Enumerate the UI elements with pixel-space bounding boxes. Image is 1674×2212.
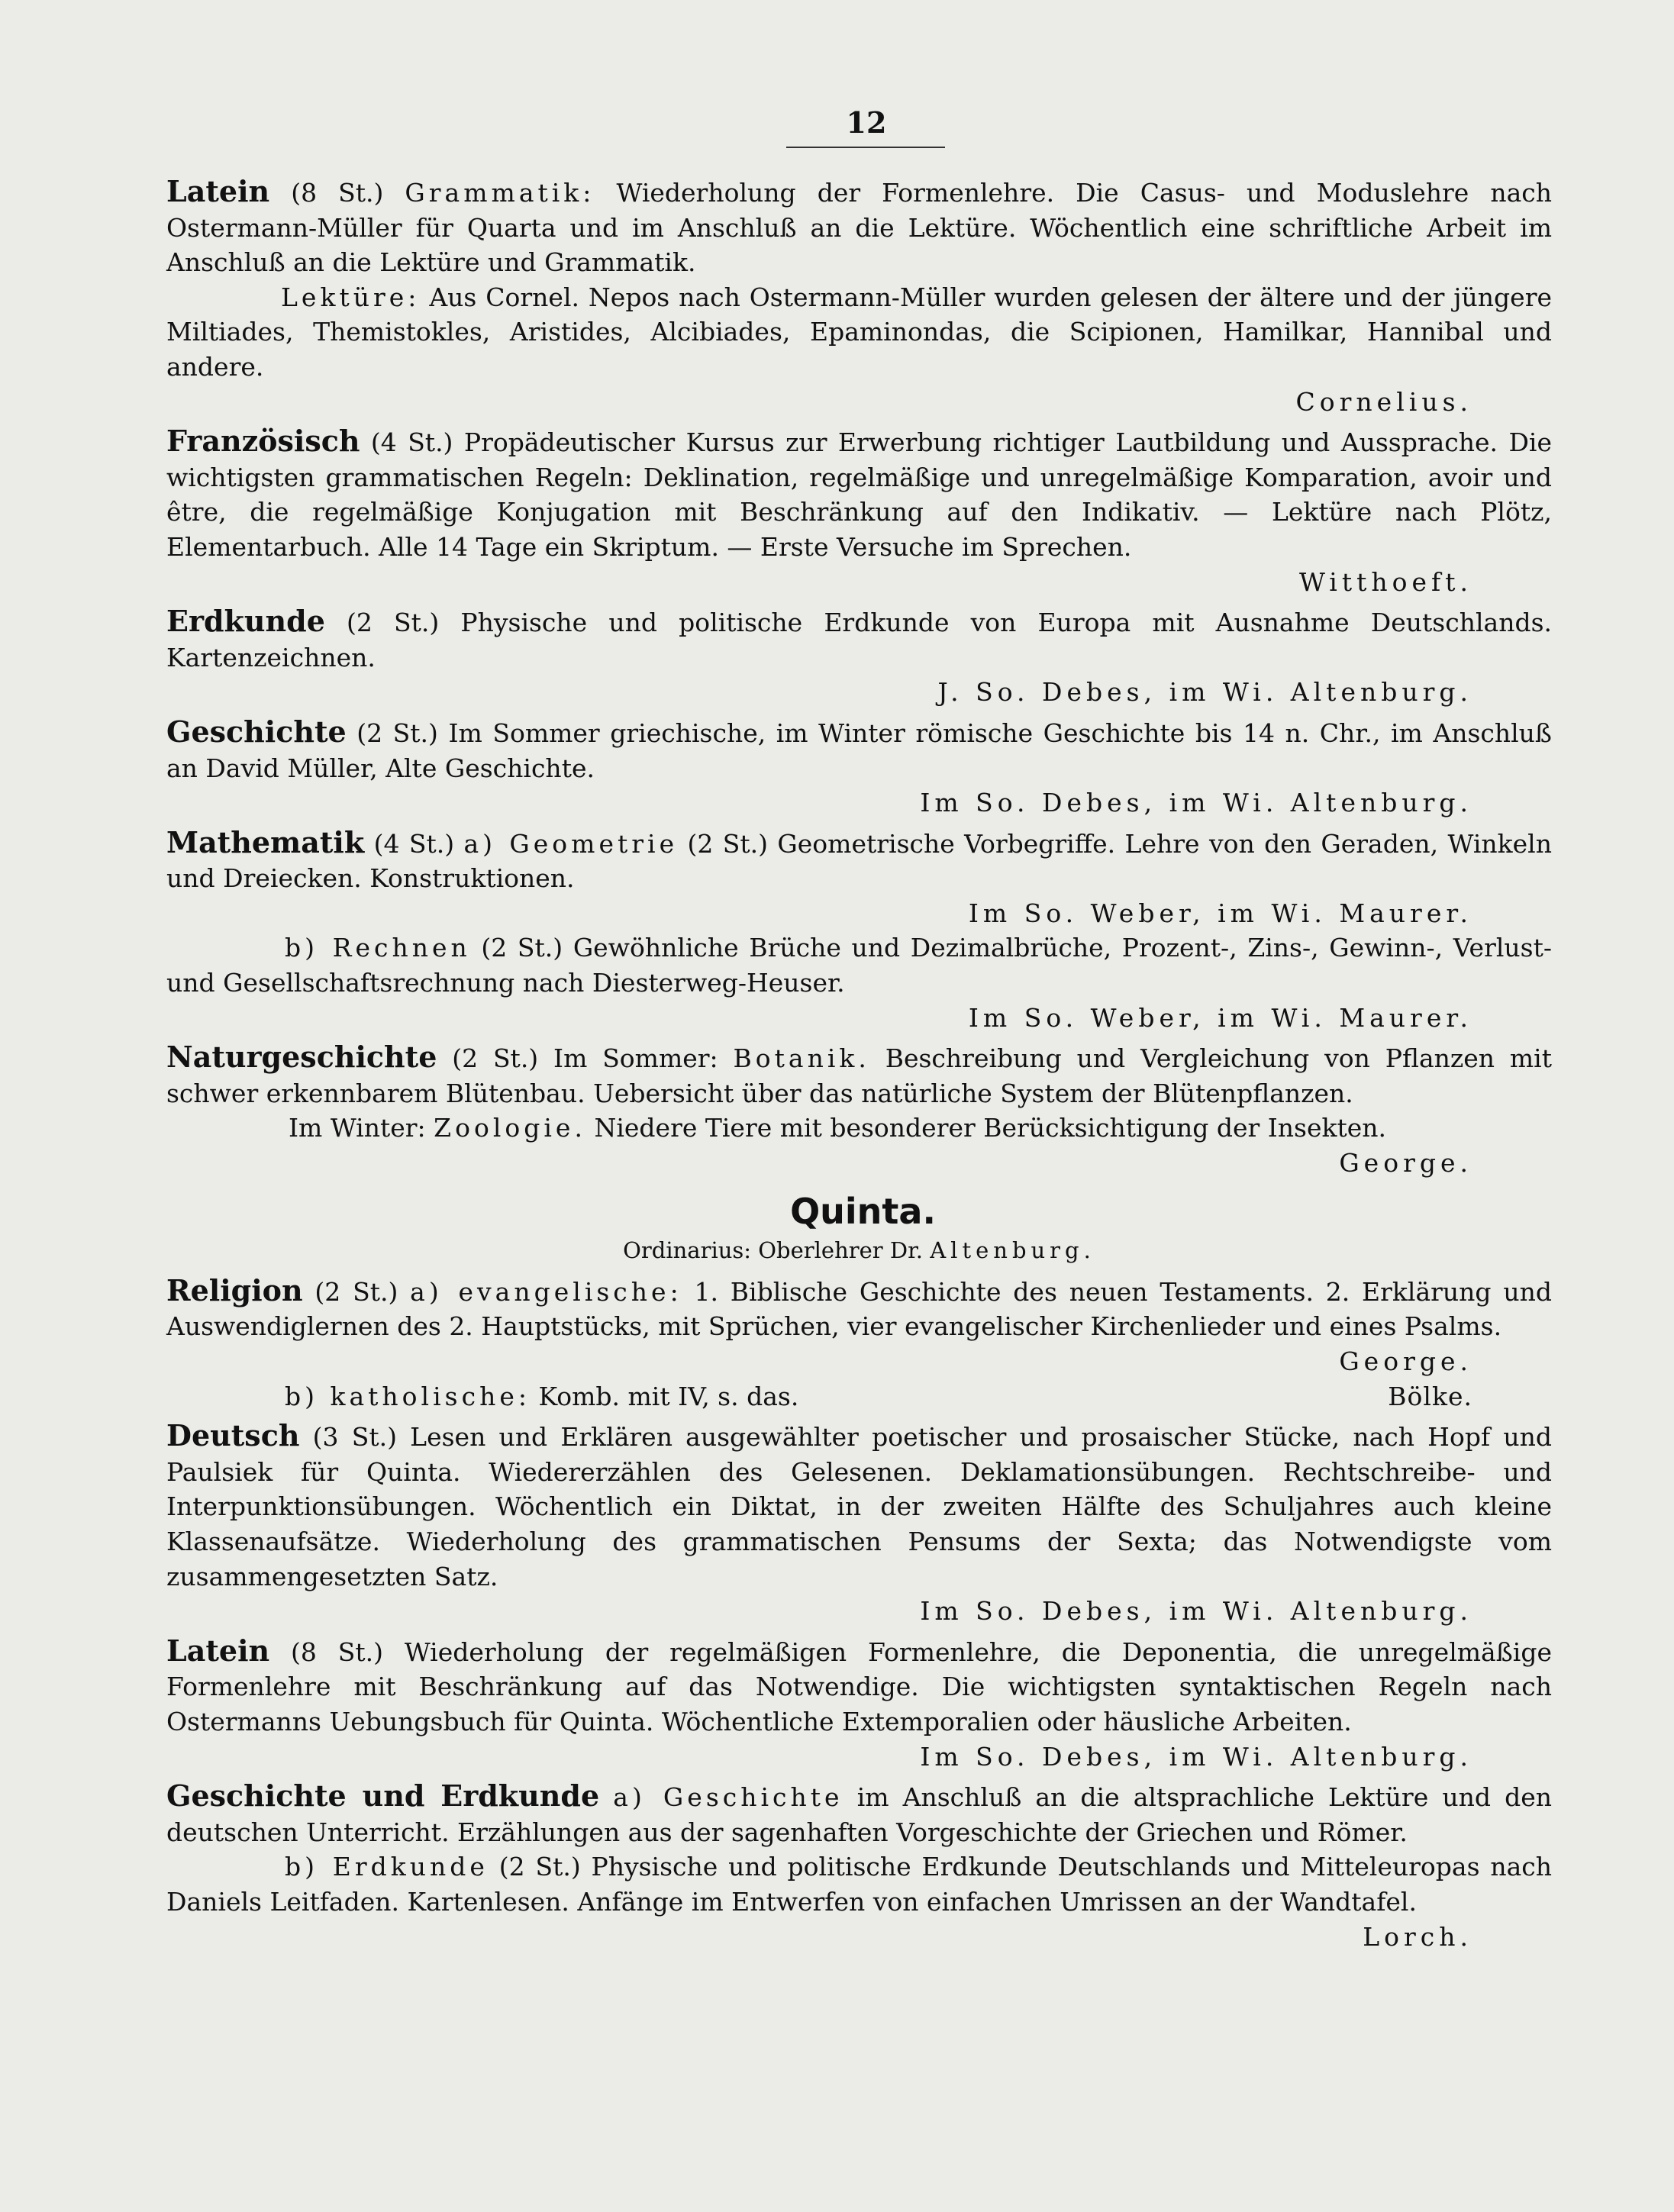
page-number-rule xyxy=(786,147,945,148)
subject-heading: Naturgeschichte xyxy=(166,1040,437,1075)
teacher-name: Im So. Debes, im Wi. Altenburg. xyxy=(920,1596,1472,1627)
document-body xyxy=(166,174,1552,1959)
subject-heading: Latein xyxy=(166,174,270,208)
teacher-name: George. xyxy=(1339,1148,1472,1179)
ordinarius-name: Altenburg. xyxy=(930,1237,1095,1264)
subject-heading: Mathematik xyxy=(166,824,365,859)
subject-heading: Religion xyxy=(166,1272,303,1308)
topic-hours: (2 St.) xyxy=(481,933,563,963)
subject-hours: (2 St.) xyxy=(314,1276,398,1307)
entry-text: Wiederholung der regelmäßigen Formenlehre, die Deponentia, die unregelmäßige Formenlehre mit Beschränkung auf das Notwendige. Die wichtigsten syntaktischen Regeln nach Ostermanns Uebungsbuch für Quinta. Wöchentliche Extemporalien oder häusliche Arbeiten. xyxy=(166,1636,1552,1736)
entry-mathematik xyxy=(166,825,1552,1036)
entry-text: Aus Cornel. Nepos nach Ostermann-Müller wurden gelesen der ältere und der jüngere Miltiades, Themistokles, Aristides, Alcibiades, Epaminondas, die Scipionen, Hamilkar, Hannibal und andere. xyxy=(166,282,1552,382)
entry-deutsch xyxy=(166,1418,1552,1629)
subject-hours: (2 St.) xyxy=(452,1043,539,1074)
topic-label: a) Geometrie xyxy=(463,828,679,859)
subject-hours: (4 St.) xyxy=(373,828,455,859)
ordinarius-value: Oberlehrer Dr. xyxy=(758,1237,924,1264)
topic-label: Lektüre: xyxy=(281,282,421,312)
teacher-name: Witthoeft. xyxy=(1298,566,1472,597)
subject-heading: Deutsch xyxy=(166,1418,300,1453)
entry-text: Niedere Tiere mit besonderer Berücksichtigung der Insekten. xyxy=(594,1113,1387,1143)
entry-text: Lesen und Erklären ausgewählter poetischer und prosaischer Stücke, nach Hopf und Paulsiek für Quinta. Wiedererzählen des Gelesenen. Deklamationsübungen. Rechtschreibe- und Interpunktionsübungen. Wöchentlich ein Diktat, in der zweiten Hälfte des Schuljahres auch kleine Klassenaufsätze. Wiederholung des grammatischen Pensums der Sexta; das Notwendigste vom zusammengesetzten Satz. xyxy=(166,1422,1552,1591)
subject-heading: Latein xyxy=(166,1633,270,1668)
entry-naturgeschichte xyxy=(166,1040,1552,1180)
subject-hours: (4 St.) xyxy=(370,427,453,458)
topic-label: Im Sommer: xyxy=(553,1043,718,1074)
entry-text: Propädeutischer Kursus zur Erwerbung richtiger Lautbildung und Aussprache. Die wichtigsten grammatischen Regeln: Deklination, regelmäßige und unregelmäßige Komparation, avoir und être, die regelmäßige Konjugation mit Beschränkung auf den Indikativ. — Lektüre nach Plötz, Elementarbuch. Alle 14 Tage ein Skriptum. — Erste Versuche im Sprechen. xyxy=(166,427,1552,562)
entry-text: Komb. mit IV, s. das. xyxy=(538,1381,799,1411)
teacher-name: Bölke. xyxy=(1388,1381,1472,1411)
topic-label: b) Erdkunde xyxy=(285,1852,489,1882)
entry-text: 1. Biblische Geschichte des neuen Testaments. 2. Erklärung und Auswendiglernen des 2. Hauptstücks, mit Sprüchen, vier evangelischer Kirchenlieder und eines Psalms. xyxy=(166,1276,1552,1342)
entry-text: Im Sommer griechische, im Winter römische Geschichte bis 14 n. Chr., im Anschluß an David Müller, Alte Geschichte. xyxy=(166,717,1552,783)
subject-heading: Erdkunde xyxy=(166,604,325,639)
subject-hours: (8 St.) xyxy=(291,178,384,208)
topic-sublabel: Zoologie. xyxy=(434,1113,586,1143)
entry-text: Physische und politische Erdkunde von Europa mit Ausnahme Deutschlands. Kartenzeichnen. xyxy=(166,608,1553,672)
entry-geschichte xyxy=(166,714,1552,821)
entry-franzoesisch xyxy=(166,424,1552,599)
subject-heading: Geschichte und Erdkunde xyxy=(166,1778,600,1814)
teacher-name: Im So. Weber, im Wi. Maurer. xyxy=(968,1002,1472,1033)
teacher-name: J. So. Debes, im Wi. Altenburg. xyxy=(937,677,1472,708)
entry-text: Physische und politische Erdkunde Deutschlands und Mitteleuropas nach Daniels Leitfaden. Kartenlesen. Anfänge im Entwerfen von einfachen Umrissen an der Wandtafel. xyxy=(166,1852,1552,1917)
topic-hours: (2 St.) xyxy=(687,828,769,859)
entry-religion xyxy=(166,1273,1552,1414)
topic-label: a) Geschichte xyxy=(613,1782,843,1813)
subject-hours: (2 St.) xyxy=(347,608,440,638)
topic-label: a) evangelische: xyxy=(410,1276,682,1307)
entry-latein-quinta xyxy=(166,1633,1552,1774)
entry-text: Geometrische Vorbegriffe. Lehre von den Geraden, Winkeln und Dreiecken. Konstruktionen. xyxy=(166,828,1552,894)
teacher-name: Cornelius. xyxy=(1295,386,1472,417)
topic-label: b) Rechnen xyxy=(285,933,471,963)
section-ordinarius xyxy=(166,1233,1552,1269)
entry-text: Wiederholung der Formenlehre. Die Casus- und Moduslehre nach Ostermann-Müller für Quarta und im Anschluß an die Lektüre. Wöchentlich eine schriftliche Arbeit im Anschluß an die Lektüre und Grammatik. xyxy=(166,178,1553,278)
teacher-name: Im So. Debes, im Wi. Altenburg. xyxy=(920,788,1472,818)
topic-label: Im Winter: xyxy=(289,1113,426,1143)
subject-heading: Geschichte xyxy=(166,714,347,749)
teacher-name: Im So. Weber, im Wi. Maurer. xyxy=(968,898,1472,928)
page-number: 12 xyxy=(846,105,887,140)
subject-hours: (2 St.) xyxy=(356,717,438,748)
section-title: Quinta. xyxy=(790,1190,936,1232)
entry-latein-sexta xyxy=(166,174,1552,419)
topic-hours: (2 St.) xyxy=(498,1852,581,1882)
entry-text: Beschreibung und Vergleichung von Pflanzen mit schwer erkennbarem Blütenbau. Uebersicht über das natürliche System der Blütenpflanzen. xyxy=(166,1043,1552,1108)
subject-hours: (3 St.) xyxy=(312,1422,397,1453)
entry-text: im Anschluß an die altsprachliche Lektüre und den deutschen Unterricht. Erzählungen aus der sagenhaften Vorgeschichte der Griechen und Römer. xyxy=(166,1782,1552,1847)
topic-sublabel: Botanik. xyxy=(733,1043,870,1074)
teacher-name: Lorch. xyxy=(1363,1921,1472,1952)
entry-geschichte-erdkunde xyxy=(166,1778,1552,1954)
subject-heading: Französisch xyxy=(166,424,360,459)
entry-text: Gewöhnliche Brüche und Dezimalbrüche, Prozent-, Zins-, Gewinn-, Verlust- und Gesellschaftsrechnung nach Diesterweg-Heuser. xyxy=(166,933,1552,998)
ordinarius-label: Ordinarius: xyxy=(623,1237,752,1264)
topic-label: Grammatik: xyxy=(405,178,595,208)
topic-label: b) katholische: xyxy=(285,1381,531,1411)
entry-erdkunde xyxy=(166,604,1552,710)
subject-hours: (8 St.) xyxy=(291,1636,383,1667)
teacher-name: George. xyxy=(1339,1346,1472,1376)
teacher-name: Im So. Debes, im Wi. Altenburg. xyxy=(920,1741,1472,1772)
